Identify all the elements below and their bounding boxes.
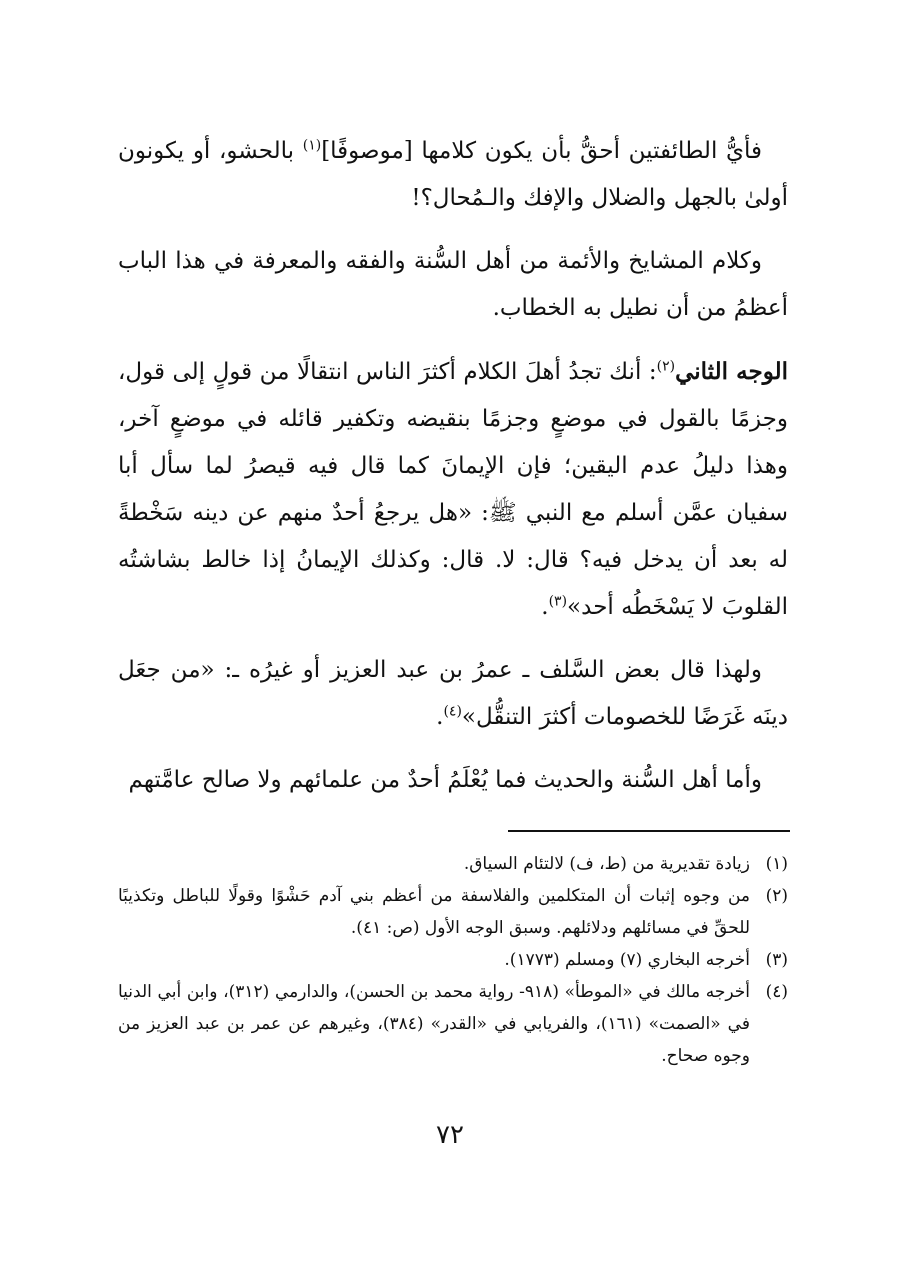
footnote-2 [118,880,788,944]
footnote-separator [508,830,790,832]
paragraph-1: فأيُّ الطائفتين أحقُّ بأن يكون كلامها [موصوفًا]$^{(١)}$ بالحشو، أو يكونون أولىٰ بالجهل والضلال والإفك والـمُحال؟! [118,137,788,211]
footnote-4 [118,976,788,1072]
section-heading-second-aspect: الوجه الثاني [675,358,789,385]
footnote-text: أخرجه البخاري (٧) ومسلم (١٧٧٣). [504,950,750,970]
footnote-text: أخرجه مالك في «الموطأ» (٩١٨- رواية محمد بن الحسن)، والدارمي (٣١٢)، وابن أبي الدنيا في «الصمت» (١٦١)، والفريابي في «القدر» (٣٨٤)، وغيرهم عن عمر بن عبد العزيز من وجوه صحاح. [118,982,751,1066]
paragraph-3: الوجه الثاني$^{(٢)}$: أنك تجدُ أهلَ الكلام أكثرَ الناس انتقالًا من قولٍ إلى قول، وجزمًا بالقول في موضعٍ وجزمًا بنقيضه وتكفير قائله في موضعٍ آخر، وهذا دليلُ عدم اليقين؛ فإن الإيمانَ كما قال فيه قيصرُ لما سأل أبا سفيان عمَّن أسلم مع النبي ﷺ: «هل يرجعُ أحدٌ منهم عن دينه سَخْطةً له بعد أن يدخل فيه؟ قال: لا. قال: وكذلك الإيمانُ إذا خالط بشاشتُه القلوبَ لا يَسْخَطُه أحد»$^{(٣)}$. [118,358,789,620]
page-number: ٧٢ [436,1120,464,1150]
footnote-1 [118,848,788,880]
footnote-ref-2: (٢) [656,358,676,375]
footnote-ref-4: (٤) [443,703,462,720]
footnote-ref-1: (١) [302,137,322,154]
paragraph-2: وكلام المشايخ والأئمة من أهل السُّنة والفقه والمعرفة في هذا الباب أعظمُ من أن نطيل به الخطاب. [118,248,788,321]
footnote-text: من وجوه إثبات أن المتكلمين والفلاسفة من أعظم بني آدم حَشْوًا وقولًا للباطل وتكذيبًا للحقِّ في مسائلهم ودلائلهم. وسبق الوجه الأول (ص: ٤١). [118,886,750,938]
footnote-number: (١) [765,854,788,874]
footnotes [118,848,788,1072]
footnote-number: (٢) [765,886,788,906]
paragraph-4: ولهذا قال بعض السَّلف ـ عمرُ بن عبد العزيز أو غيرُه ـ: «من جعَل دينَه غَرَضًا للخصومات أكثرَ التنقُّل»$^{(٤)}$. [118,657,788,730]
footnote-number: (٣) [765,950,788,970]
main-text [118,128,788,820]
footnote-ref-3: (٣) [548,593,568,610]
paragraph-5: وأما أهل السُّنة والحديث فما يُعْلَمُ أحدٌ من علمائهم ولا صالح عامَّتهم [128,767,762,793]
footnote-number: (٤) [765,982,788,1002]
footnote-text: زيادة تقديرية من (ط، ف) لالتئام السياق. [463,854,750,874]
footnote-3 [118,944,788,976]
